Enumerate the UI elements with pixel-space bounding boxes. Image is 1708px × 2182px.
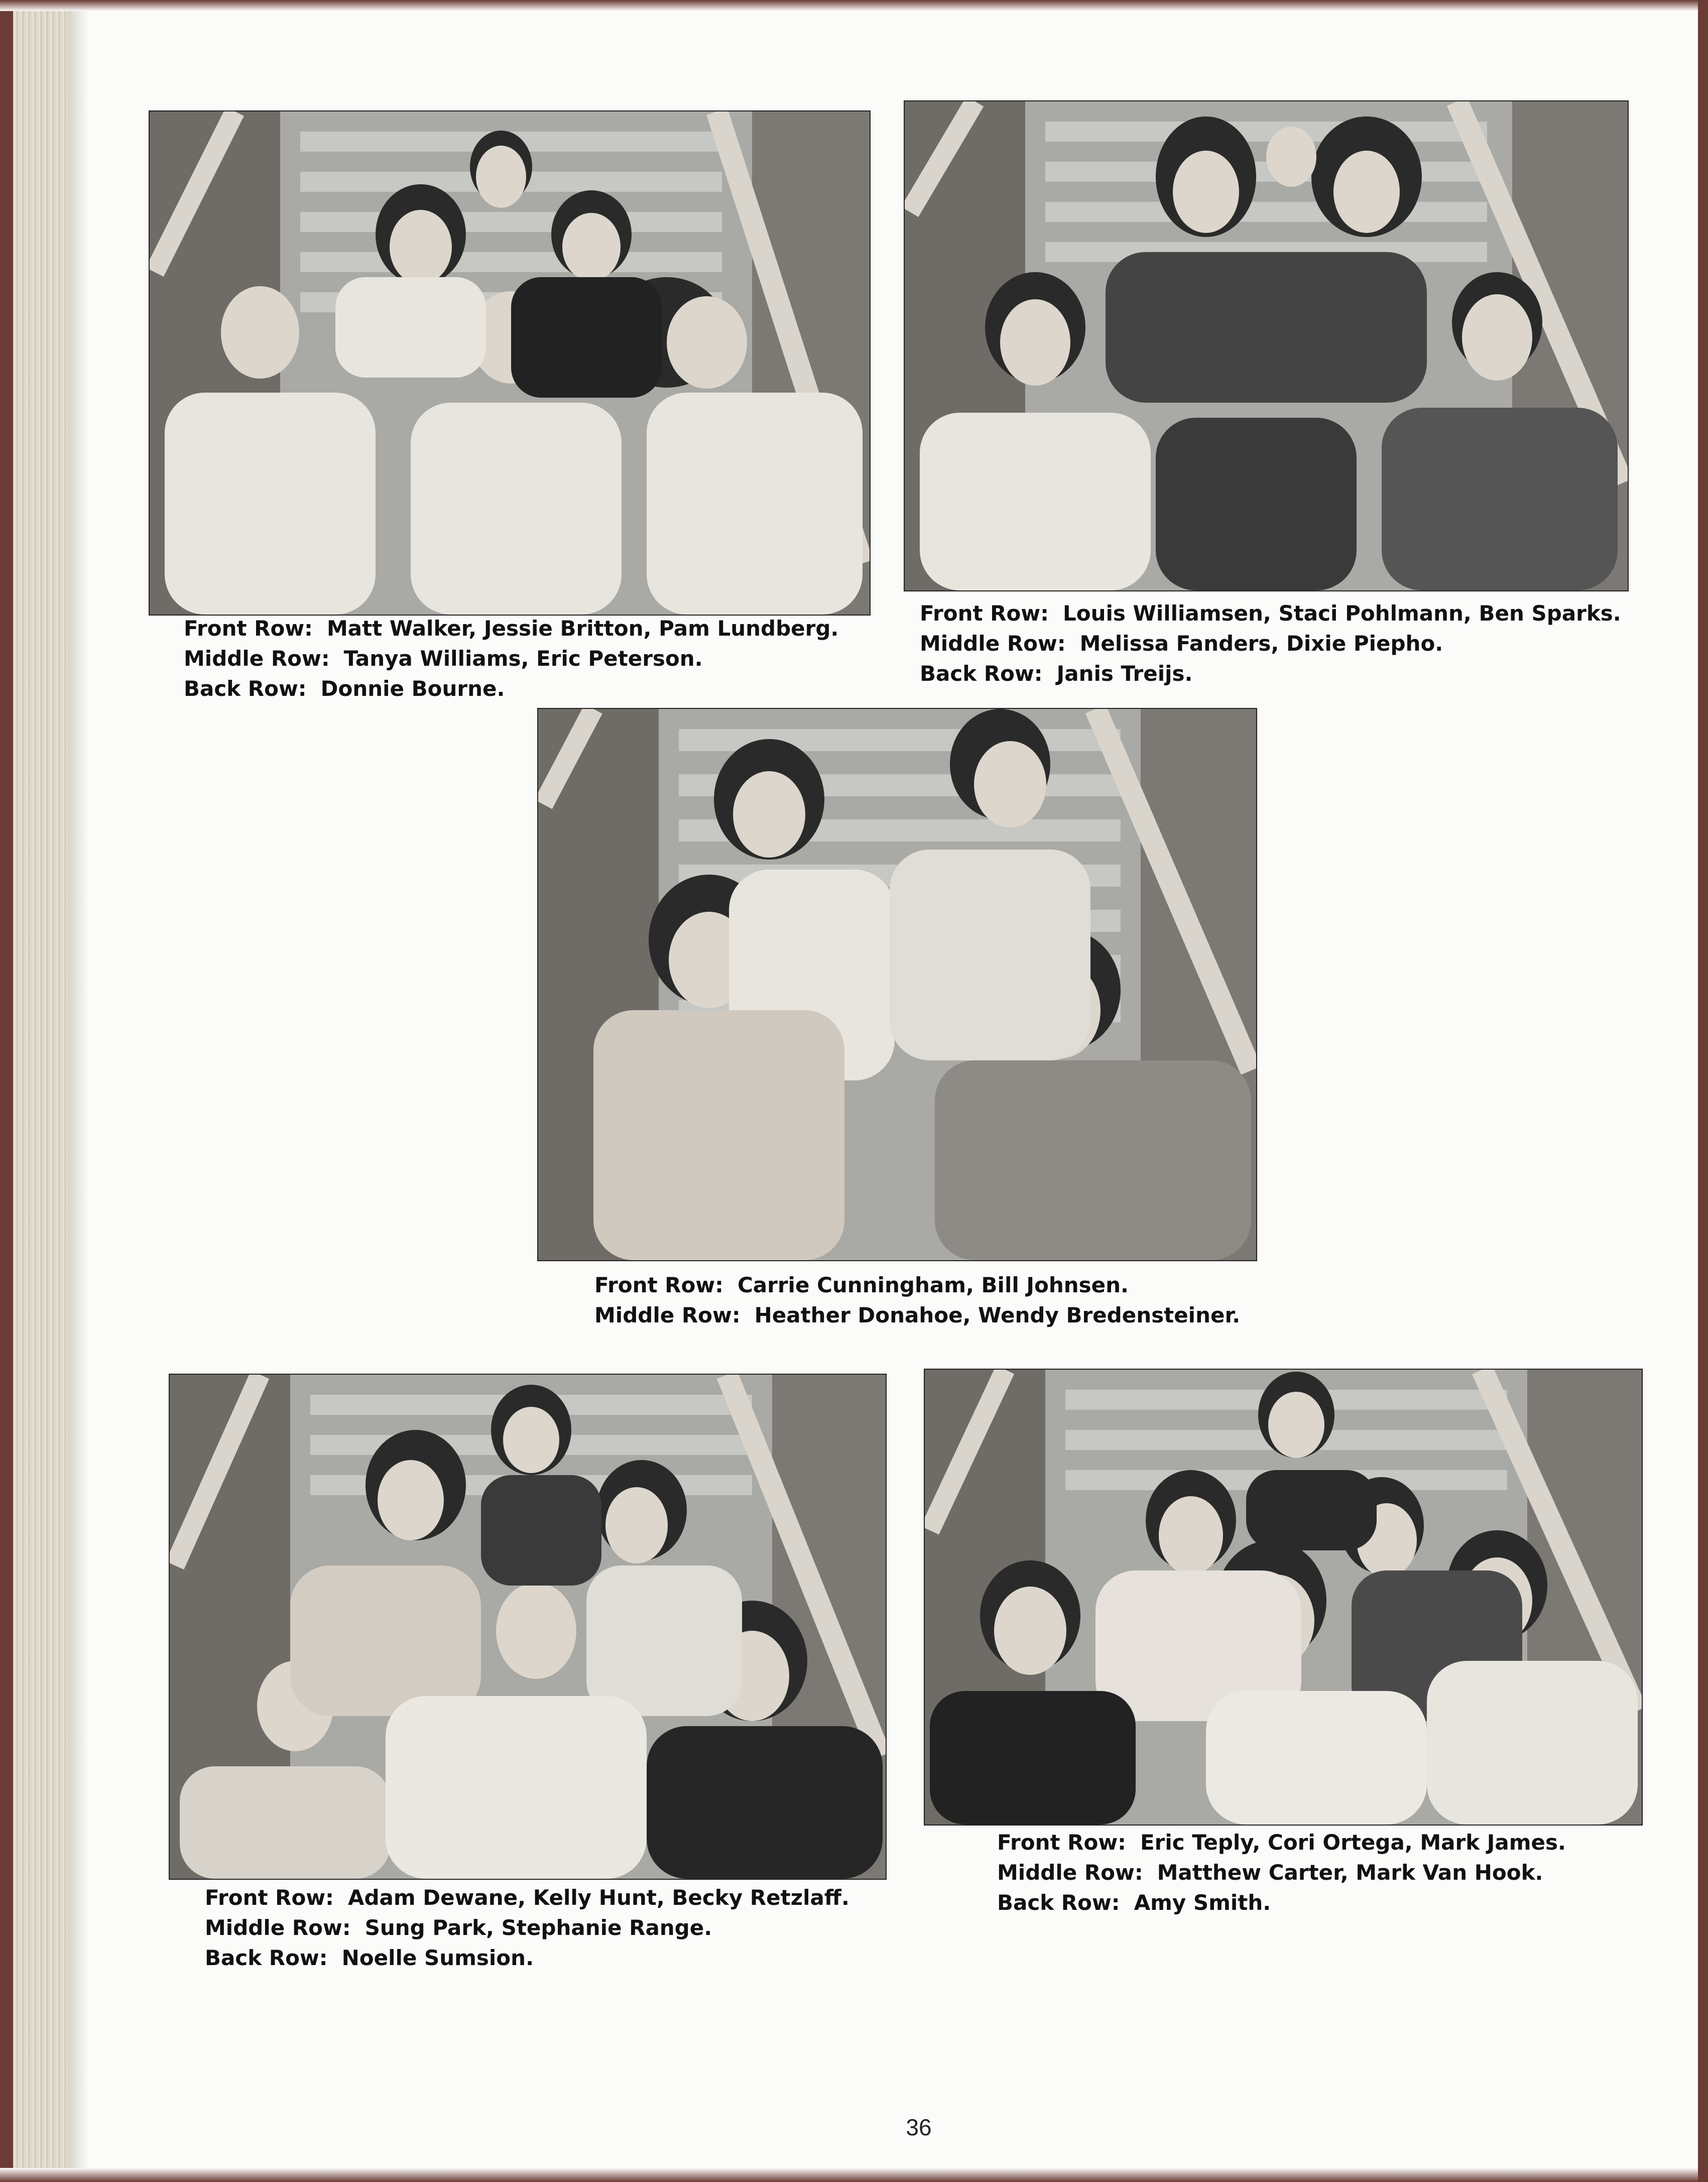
row-names: Tanya Williams, Eric Peterson. (343, 646, 703, 671)
row-label: Front Row: (205, 1885, 334, 1910)
caption-group-2 (920, 598, 1621, 689)
group-photo-2 (904, 100, 1629, 591)
row-label: Back Row: (184, 676, 307, 701)
top-edge (0, 0, 1708, 11)
stairs-photo-illustration (150, 111, 870, 615)
row-label: Back Row: (920, 661, 1043, 686)
stairs-photo-illustration (925, 1370, 1642, 1825)
row-label: Middle Row: (184, 646, 330, 671)
row-label: Front Row: (997, 1830, 1126, 1855)
caption-front-row (594, 1270, 1240, 1300)
row-label: Middle Row: (594, 1303, 741, 1327)
row-names: Janis Treijs. (1056, 661, 1193, 686)
caption-front-row (997, 1828, 1566, 1858)
row-names: Heather Donahoe, Wendy Bredensteiner. (754, 1303, 1241, 1327)
row-names: Donnie Bourne. (320, 676, 505, 701)
caption-middle-row (184, 644, 838, 674)
row-label: Front Row: (594, 1273, 723, 1297)
caption-middle-row (997, 1858, 1566, 1888)
group-photo-1 (149, 110, 871, 616)
caption-group-1 (184, 614, 838, 704)
row-names: Eric Teply, Cori Ortega, Mark James. (1140, 1830, 1566, 1855)
row-label: Back Row: (997, 1890, 1120, 1915)
caption-front-row (205, 1883, 849, 1913)
row-label: Middle Row: (997, 1860, 1143, 1885)
row-label: Middle Row: (205, 1915, 351, 1940)
row-names: Amy Smith. (1134, 1890, 1271, 1915)
row-names: Noelle Sumsion. (341, 1946, 534, 1970)
stairs-photo-illustration (538, 709, 1256, 1260)
stairs-photo-illustration (905, 101, 1628, 590)
page-number: 36 (906, 2114, 932, 2140)
row-label: Front Row: (920, 601, 1049, 626)
row-label: Front Row: (184, 616, 313, 641)
row-names: Matthew Carter, Mark Van Hook. (1157, 1860, 1543, 1885)
binding-shadow (68, 0, 88, 2182)
caption-group-3 (594, 1270, 1240, 1330)
caption-back-row (997, 1888, 1566, 1918)
book-binding (0, 0, 13, 2182)
row-label: Back Row: (205, 1946, 328, 1970)
group-photo-3 (537, 708, 1257, 1261)
row-names: Matt Walker, Jessie Britton, Pam Lundberg. (326, 616, 839, 641)
caption-group-5 (997, 1828, 1566, 1918)
caption-group-4 (205, 1883, 849, 1973)
group-photo-4 (169, 1374, 887, 1880)
row-names: Adam Dewane, Kelly Hunt, Becky Retzlaff. (347, 1885, 849, 1910)
right-edge (1698, 0, 1708, 2182)
row-names: Melissa Fanders, Dixie Piepho. (1079, 631, 1443, 656)
bottom-edge (0, 2168, 1708, 2182)
row-names: Louis Williamsen, Staci Pohlmann, Ben Sparks. (1062, 601, 1621, 626)
caption-back-row (205, 1943, 849, 1973)
caption-back-row (920, 659, 1621, 689)
row-label: Middle Row: (920, 631, 1066, 656)
caption-front-row (184, 614, 838, 644)
row-names: Sung Park, Stephanie Range. (364, 1915, 712, 1940)
caption-middle-row (594, 1300, 1240, 1330)
caption-front-row (920, 598, 1621, 629)
caption-middle-row (920, 629, 1621, 659)
group-photo-5 (924, 1369, 1643, 1826)
page-edges (13, 0, 68, 2182)
caption-middle-row (205, 1913, 849, 1943)
stairs-photo-illustration (170, 1375, 886, 1879)
row-names: Carrie Cunningham, Bill Johnsen. (737, 1273, 1129, 1297)
caption-back-row (184, 674, 838, 704)
